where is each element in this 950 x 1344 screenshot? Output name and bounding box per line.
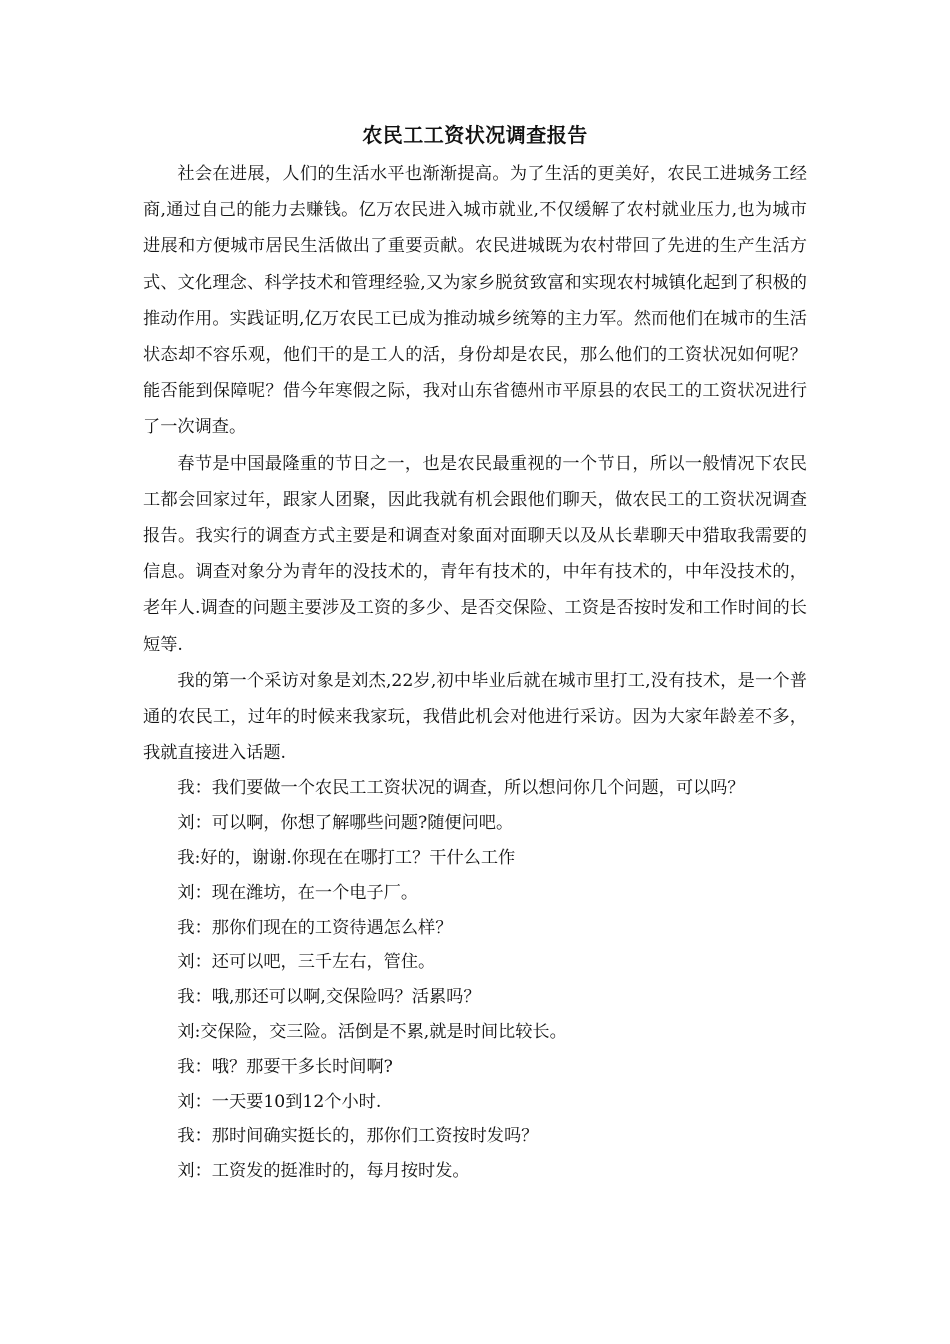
paragraph-intro: 社会在进展，人们的生活水平也渐渐提高。为了生活的更美好，农民工进城务工经商,通过自己的能力去赚钱。亿万农民进入城市就业,不仅缓解了农村就业压力,也为城市进展和方便城市居民生活做出了重要贡献。农民进城既为农村带回了先进的生产生活方式、文化理念、科学技术和管理经验,又为家乡脱贫致富和实现农村城镇化起到了积极的推动作用。实践证明,亿万农民工已成为推动城乡统筹的主力军。然而他们在城市的生活状态却不容乐观，他们干的是工人的活，身份却是农民，那么他们的工资状况如何呢？能否能到保障呢？借今年寒假之际，我对山东省德州市平原县的农民工的工资状况进行了一次调查。: [143, 164, 807, 438]
dialogue-line: 我：哦？那要干多长时间啊?: [177, 1056, 393, 1077]
dialogue-line: 我：我们要做一个农民工工资状况的调查，所以想问你几个问题，可以吗？: [177, 778, 745, 799]
paragraph-first-interviewee: 我的第一个采访对象是刘杰,22岁,初中毕业后就在城市里打工,没有技术，是一个普通的农民工，过年的时候来我家玩，我借此机会对他进行采访。因为大家年龄差不多，我就直接进入话题.: [143, 670, 807, 764]
document-body: [143, 156, 807, 1189]
dialogue-line: 刘：一天要10到12个小时.: [177, 1091, 382, 1112]
dialogue-line: 我：那你们现在的工资待遇怎么样？: [177, 917, 453, 938]
dialogue-line: 刘：可以啊，你想了解哪些问题?随便问吧。: [177, 813, 514, 834]
dialogue-line: 我：哦,那还可以啊,交保险吗？活累吗？: [177, 987, 481, 1008]
dialogue-line: 我：那时间确实挺长的，那你们工资按时发吗？: [177, 1126, 539, 1147]
dialogue-line: 我:好的，谢谢.你现在在哪打工？干什么工作: [177, 848, 516, 869]
document-title: 农民工工资状况调查报告: [362, 123, 588, 147]
dialogue-line: 刘:交保险，交三险。活倒是不累,就是时间比较长。: [177, 1022, 567, 1043]
paragraph-method: 春节是中国最隆重的节日之一，也是农民最重视的一个节日，所以一般情况下农民工都会回家过年，跟家人团聚，因此我就有机会跟他们聊天，做农民工的工资状况调查报告。我实行的调查方式主要是和调查对象面对面聊天以及从长辈聊天中猎取我需要的信息。调查对象分为青年的没技术的，青年有技术的，中年有技术的，中年没技术的，老年人.调查的问题主要涉及工资的多少、是否交保险、工资是否按时发和工作时间的长短等.: [143, 453, 807, 655]
dialogue-line: 刘：还可以吧，三千左右，管住。: [177, 952, 436, 973]
dialogue-line: 刘：工资发的挺准时的，每月按时发。: [177, 1161, 470, 1182]
dialogue-line: 刘：现在潍坊，在一个电子厂。: [177, 882, 419, 903]
